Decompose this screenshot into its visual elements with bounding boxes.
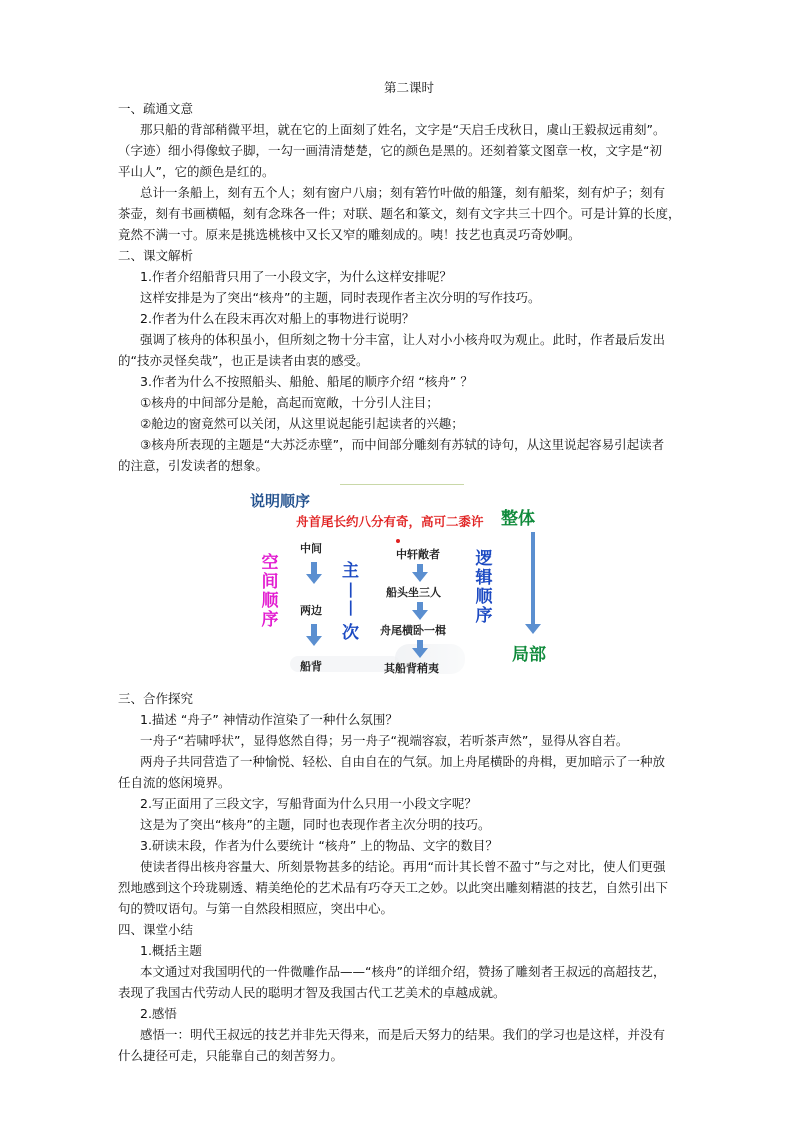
section1-line: （字迹）细小得像蚊子脚，一勾一画清清楚楚，它的颜色是黑的。还刻着篆文图章一枚，文字是“初	[118, 143, 662, 158]
section3-question: 3.研读末段，作者为什么要统计 “核舟” 上的物品、文字的数目？	[140, 838, 498, 853]
section3-answer: 句的赞叹语句。与第一自然段相照应，突出中心。	[118, 901, 394, 916]
middle-item-bow: 船头坐三人	[386, 586, 441, 599]
section4-paragraph: 感悟一：明代王叔远的技艺并非先天得来，而是后天努力的结果。我们的学习也是这样，并没有	[140, 1027, 666, 1042]
section4-heading: 四、课堂小结	[118, 922, 194, 937]
diagram-part-label: 局部	[512, 645, 546, 665]
document-page	[118, 78, 700, 1066]
diagram-top-rule	[340, 484, 464, 485]
section2-answer: 的“技亦灵怪矣哉”，也正是读者由衷的感受。	[118, 353, 369, 368]
section2-question: 1.作者介绍船背只用了一小段文字，为什么这样安排呢？	[140, 269, 452, 284]
left-item-back: 船背	[300, 660, 322, 673]
red-dot	[396, 539, 400, 543]
middle-item-stern: 舟尾横卧一楫	[380, 624, 446, 637]
section4-subheading: 2.感悟	[140, 1006, 177, 1021]
section4-subheading: 1.概括主题	[140, 943, 202, 958]
section2-heading: 二、课文解析	[118, 248, 194, 263]
section3-answer: 一舟子“若啸呼状”，显得悠然自得；另一舟子“视端容寂，若听茶声然”，显得从容自若。	[140, 733, 629, 748]
section1-line: 茶壶，刻有书画横幅，刻有念珠各一件；对联、题名和篆文，刻有文字共三十四个。可是计算的长度，	[118, 206, 681, 221]
section1-line: 总计一条船上，刻有五个人；刻有窗户八扇；刻有箬竹叶做的船篷，刻有船桨，刻有炉子；刻有	[140, 185, 666, 200]
primary-secondary-bar: |	[348, 580, 354, 598]
section1-line: 平山人”，它的颜色是红的。	[118, 164, 275, 179]
section4-paragraph: 什么捷径可走，只能靠自己的刻苦努力。	[118, 1048, 344, 1063]
logic-order-label: 逻辑顺序	[475, 549, 493, 626]
primary-secondary-bar: |	[348, 598, 354, 616]
left-item-middle: 中间	[300, 542, 322, 555]
section2-question: 3.作者为什么不按照船头、船舱、船尾的顺序介绍 “核舟” ？	[140, 374, 473, 389]
section2-answer: ②舱边的窗竟然可以关闭，从这里说起能引起读者的兴趣；	[140, 416, 464, 431]
section1-line: 竟然不满一寸。原来是挑选桃核中又长又窄的雕刻成的。咦！技艺也真灵巧奇妙啊。	[118, 227, 581, 242]
section2-answer: ③核舟所表现的主题是“大苏泛赤壁”，而中间部分雕刻有苏轼的诗句，从这里说起容易引起读者	[140, 437, 665, 452]
section2-answer: 强调了核舟的体积虽小，但所刻之物十分丰富，让人对小小核舟叹为观止。此时，作者最后发出	[140, 332, 666, 347]
section3-answer: 任自流的悠闲境界。	[118, 775, 231, 790]
spatial-order-label: 空间顺序	[261, 553, 279, 630]
section3-question: 2.写正面用了三段文字，写船背面为什么只用一小段文字呢？	[140, 796, 477, 811]
section3-heading: 三、合作探究	[118, 691, 194, 706]
diagram-whole-label: 整体	[501, 509, 535, 529]
page-title: 第二课时	[383, 80, 434, 95]
middle-item-back: 其船背稍夷	[384, 662, 439, 675]
middle-item-cabin: 中轩敞者	[396, 548, 440, 561]
section3-answer: 这是为了突出“核舟”的主题，同时也表现作者主次分明的技巧。	[140, 817, 491, 832]
section2-answer: ①核舟的中间部分是舱，高起而宽敞，十分引人注目；	[140, 395, 439, 410]
section4-paragraph: 表现了我国古代劳动人民的聪明才智及我国古代工艺美术的卓越成就。	[118, 985, 506, 1000]
section1-line: 那只船的背部稍微平坦，就在它的上面刻了姓名，文字是“天启壬戌秋日，虞山王毅叔远甫刻”。	[140, 122, 666, 137]
diagram-subtitle: 舟首尾长约八分有奇，高可二黍许	[296, 514, 484, 529]
section3-question: 1.描述 “舟子” 神情动作渲染了一种什么氛围？	[140, 712, 398, 727]
explanation-order-diagram	[250, 484, 580, 682]
section3-answer: 两舟子共同营造了一种愉悦、轻松、自由自在的气氛。加上舟尾横卧的舟楫，更加暗示了一种放	[140, 754, 666, 769]
section1-heading: 一、疏通文意	[118, 101, 194, 116]
section2-answer: 的注意，引发读者的想象。	[118, 458, 269, 473]
section2-question: 2.作者为什么在段末再次对船上的事物进行说明？	[140, 311, 415, 326]
section3-answer: 烈地感到这个玲珑剔透、精美绝伦的艺术品有巧夺天工之妙。以此突出雕刻精湛的技艺，自然引出下	[118, 880, 669, 895]
left-item-sides: 两边	[300, 604, 322, 617]
secondary-label: 次	[342, 623, 359, 643]
diagram-title: 说明顺序	[250, 492, 311, 510]
section3-answer: 使读者得出核舟容量大、所刻景物甚多的结论。再用“而计其长曾不盈寸”与之对比，使人们更强	[140, 859, 666, 874]
primary-label: 主	[342, 561, 359, 581]
section2-answer: 这样安排是为了突出“核舟”的主题，同时表现作者主次分明的写作技巧。	[140, 290, 541, 305]
section4-paragraph: 本文通过对我国明代的一件微雕作品——“核舟”的详细介绍，赞扬了雕刻者王叔远的高超技艺，	[140, 964, 666, 979]
